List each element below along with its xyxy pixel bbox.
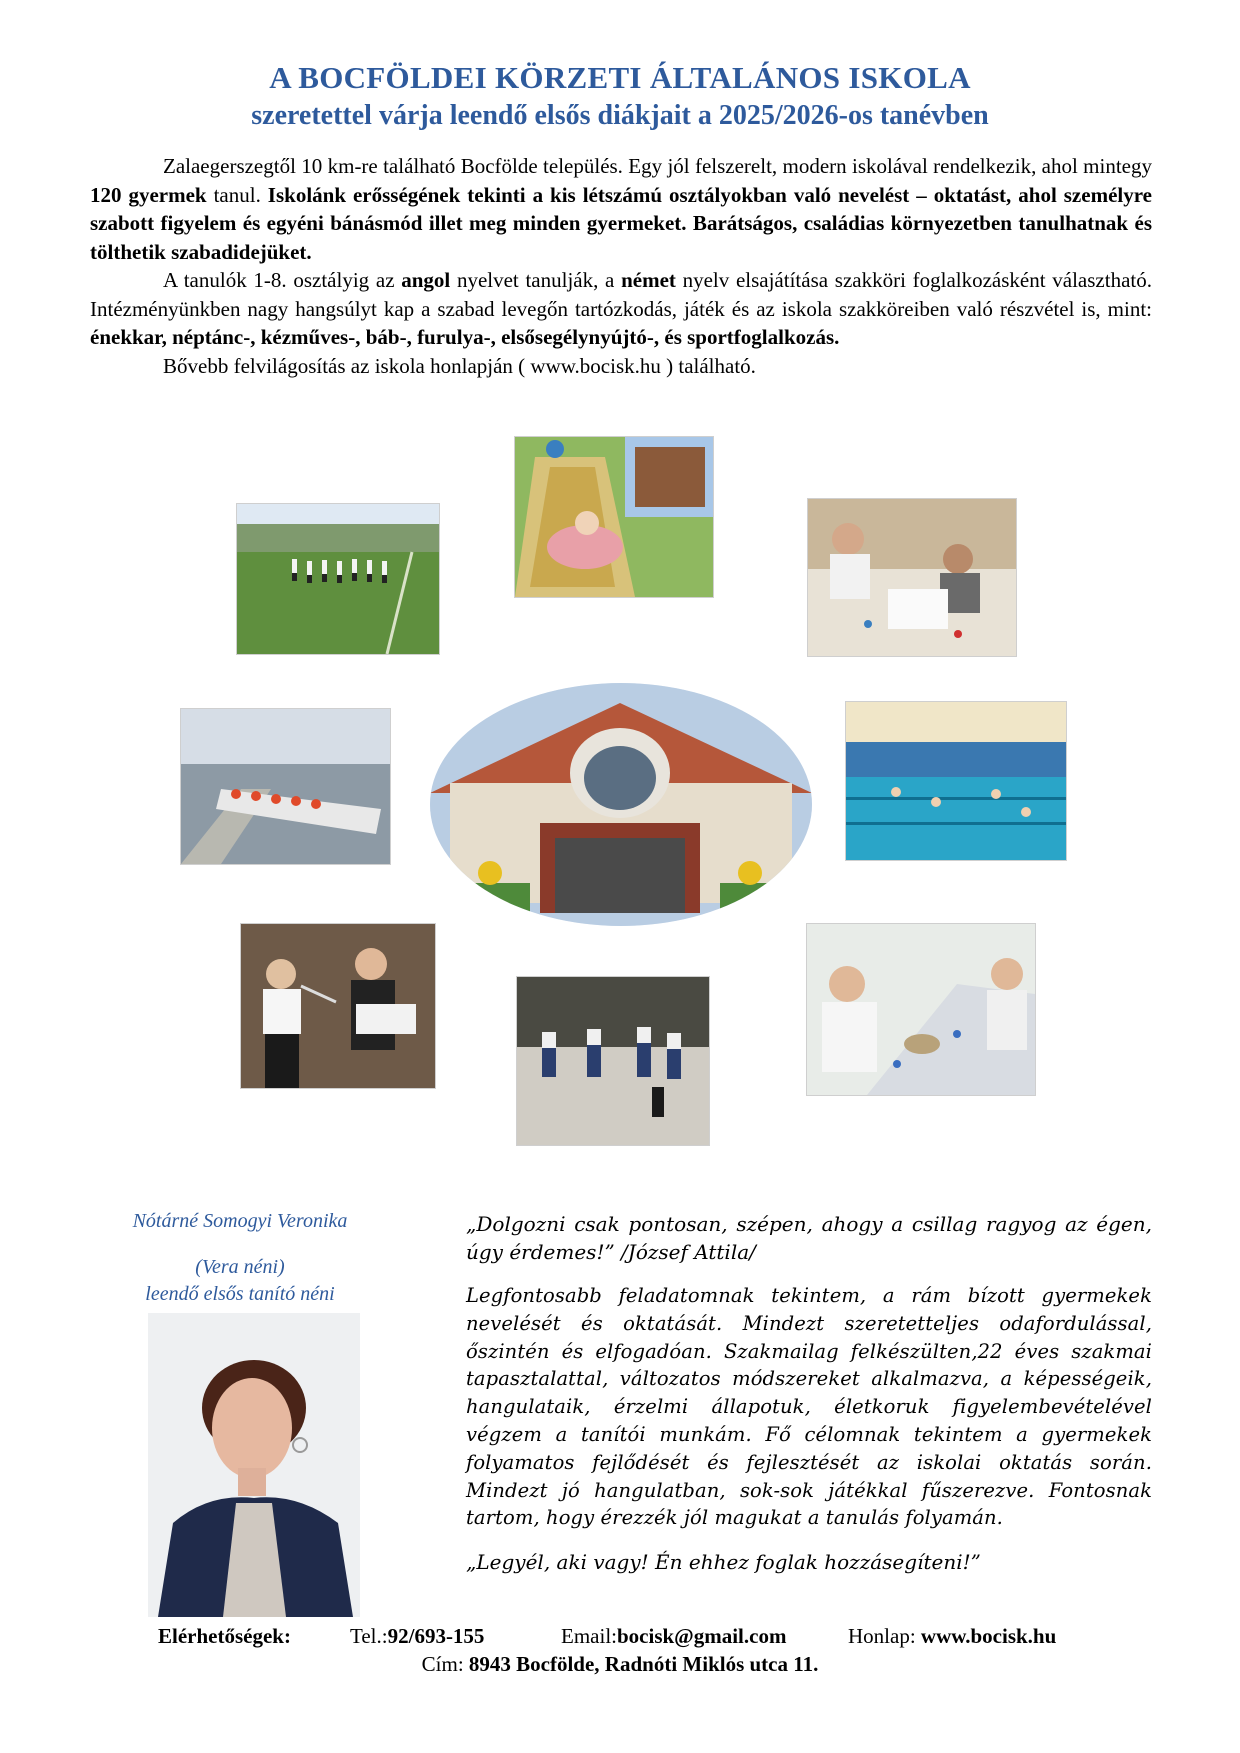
intro-text <box>90 152 1152 380</box>
teacher-name: Nótárné Somogyi Veronika <box>132 1210 348 1232</box>
teacher-statement: Legfontosabb feladatomnak tekintem, a rám bízott gyermekek nevelését és oktatását. Mindezt szeretetteljes odafordulással, őszintén és elfogadóan. Szakmailag felkészülten,22 éves szakmai tapasztalattal, változatos módszereket alkalmazva, a képességeik, hangulataik, érzelmi állapotuk, életkoruk figyelembevételével végzem a tanítói munkám. Fő célomnak tekintem a gyermekek folyamatos fejlődését és fejlesztését az iskolai oktatás során. Mindezt jó hangulatban, sok-sok játékkal fűszerezve. Fontosnak tartom, hogy érezzék jól magukat a tanulás folyamán. <box>466 1284 1152 1530</box>
phone-number: 92/693-155 <box>387 1624 485 1648</box>
phone-label: Tel.: <box>350 1624 388 1648</box>
address-line <box>0 1652 1240 1677</box>
dragon-boat-photo <box>180 708 391 865</box>
text-span: nyelvet tanulják, a <box>450 268 622 292</box>
text-span: Zalaegerszegtől 10 km-re található Bocfölde település. Egy jól felszerelt, modern iskolával rendelkezik, ahol mintegy <box>163 154 1152 178</box>
page-title: A BOCFÖLDEI KÖRZETI ÁLTALÁNOS ISKOLA <box>269 60 971 95</box>
student-count: 120 gyermek <box>90 182 207 207</box>
flute-concert-photo <box>240 923 436 1089</box>
intro-paragraph-3: Bővebb felvilágosítás az iskola honlapján ( www.bocisk.hu ) található. <box>163 353 756 378</box>
intro-paragraph-2 <box>90 266 1152 352</box>
folk-dance-photo <box>516 976 710 1146</box>
teacher-nickname: (Vera néni) <box>195 1256 285 1278</box>
address-label: Cím: <box>421 1652 469 1676</box>
contacts-label: Elérhetőségek: <box>158 1624 291 1648</box>
strengths-text: Iskolánk erősségének tekinti a kis létszámú osztályokban való nevelést – oktatást, ahol személyre szabott figyelem és egyéni bánásmód illet meg minden gyermeket. Barátságos, családias környezetben tanulhatnak és tölthetik szabadidejüket. <box>90 182 1152 264</box>
website-label: Honlap: <box>848 1624 921 1648</box>
teacher-portrait-photo <box>148 1313 360 1617</box>
teacher-role: leendő elsős tanító néni <box>145 1283 335 1305</box>
language-german: német <box>621 268 676 292</box>
crafts-class-photo <box>807 498 1017 657</box>
email-label: Email: <box>561 1624 617 1648</box>
painting-stones-photo <box>806 923 1036 1096</box>
clubs-list: énekkar, néptánc-, kézműves-, báb-, furulya-, elsősegélynyújtó-, és sportfoglalkozás. <box>90 325 840 349</box>
website-url[interactable]: www.bocisk.hu <box>920 1624 1057 1648</box>
email <box>561 1624 786 1649</box>
language-english: angol <box>401 268 451 292</box>
page-subtitle: szeretettel várja leendő elsős diákjait a 2025/2026-os tanévben <box>251 100 989 131</box>
playground-slide-photo <box>514 436 714 598</box>
sports-field-photo <box>236 503 440 655</box>
school-building-photo <box>430 683 812 926</box>
text-span: nyelv elsajátítása szakköri foglalkozásként választható. Intézményünkben nagy hangsúlyt kap a szabad levegőn tartózkodás, játék és az iskola szakköreiben való részvétel is, mint: <box>90 268 1152 321</box>
text-span: A tanulók 1-8. osztályig az <box>163 268 402 292</box>
closing-quote: „Legyél, aki vagy! Én ehhez foglak hozzásegíteni!” <box>466 1550 981 1575</box>
intro-paragraph-1 <box>90 152 1152 266</box>
motto-quote: „Dolgozni csak pontosan, szépen, ahogy a csillag ragyog az égen, úgy érdemes!” /József Attila/ <box>466 1212 1152 1264</box>
phone <box>350 1624 484 1649</box>
address-text: 8943 Bocfölde, Radnóti Miklós utca 11. <box>468 1652 819 1676</box>
swimming-pool-photo <box>845 701 1067 861</box>
text-span: tanul. <box>206 182 268 207</box>
website <box>848 1624 1056 1649</box>
email-address[interactable]: bocisk@gmail.com <box>617 1624 787 1648</box>
teacher-quote <box>466 1210 1152 1592</box>
